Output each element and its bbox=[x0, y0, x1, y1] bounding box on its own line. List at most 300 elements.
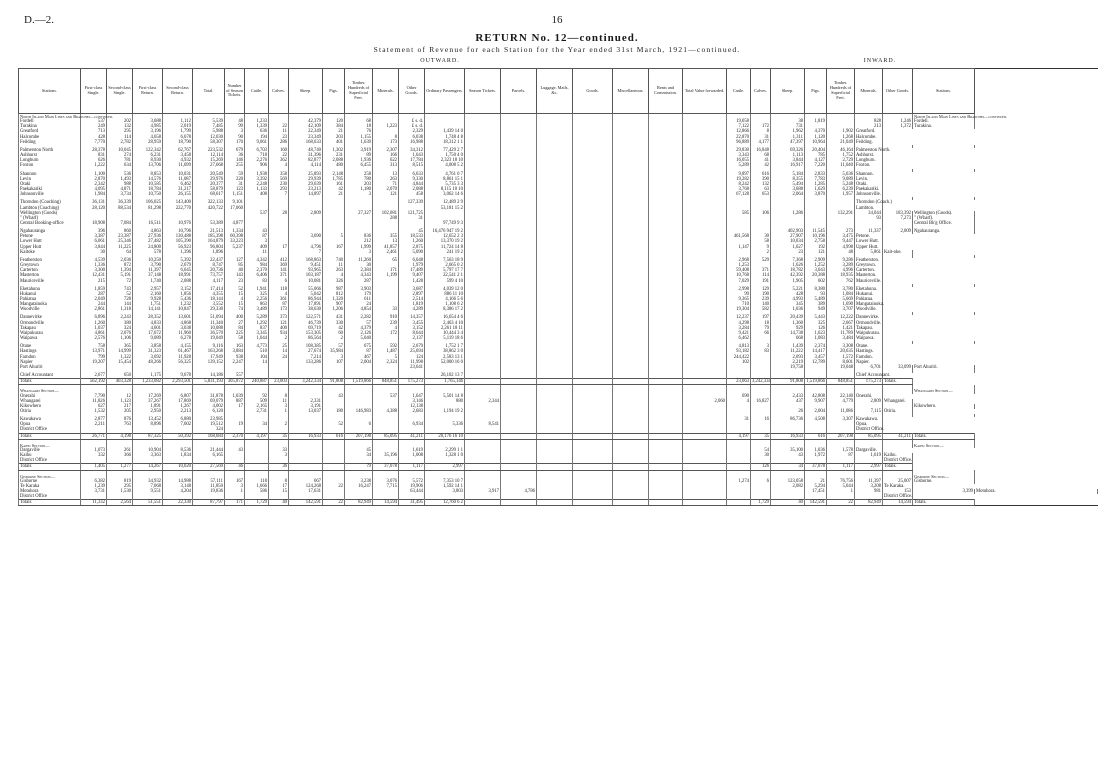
value-cell: 13,037 bbox=[289, 409, 323, 414]
value-cell: 322,133 bbox=[193, 200, 225, 205]
value-cell: 1,765,146 bbox=[425, 379, 465, 385]
value-cell: 8,853 bbox=[133, 172, 163, 177]
value-cell: 47,397 bbox=[771, 140, 805, 145]
value-cell: 6,231 bbox=[133, 153, 163, 158]
value-cell: 2,293,501 bbox=[163, 379, 193, 385]
station-cell: Motuhora bbox=[19, 489, 81, 494]
value-cell: 164,879 bbox=[193, 239, 225, 244]
value-cell: 1,268 bbox=[827, 135, 855, 140]
value-cell: 85 bbox=[225, 263, 245, 268]
station-cell: Waipukurau. bbox=[855, 331, 883, 336]
value-cell: 191 bbox=[751, 279, 771, 284]
value-cell: 5,248 bbox=[827, 182, 855, 187]
value-cell: 37,078 bbox=[373, 464, 399, 470]
value-cell: 56,325 bbox=[163, 360, 193, 365]
value-cell: 3,690 bbox=[289, 234, 323, 239]
value-cell: 27,668 bbox=[193, 163, 225, 168]
value-cell: 1,647 bbox=[399, 394, 425, 399]
value-cell: 213 bbox=[855, 124, 883, 129]
value-cell: 1,199 bbox=[373, 273, 399, 278]
station-cell: Whangarei Section— bbox=[913, 388, 975, 393]
value-cell: 61,467 bbox=[163, 349, 193, 354]
value-cell: 510 bbox=[245, 349, 269, 354]
value-cell: 88,534 bbox=[107, 206, 133, 211]
value-cell: 828 bbox=[855, 119, 883, 124]
value-cell: 85,095 bbox=[373, 433, 399, 439]
value-cell: 2,758 bbox=[805, 239, 827, 244]
value-cell: 127,339 bbox=[399, 200, 425, 205]
column-header: Calves. bbox=[751, 69, 771, 114]
station-cell: Fordell. bbox=[913, 119, 975, 124]
value-cell: 4 bbox=[225, 297, 245, 302]
value-cell: 5 bbox=[373, 355, 399, 360]
station-cell: Longburn bbox=[19, 158, 81, 163]
value-cell: 11,789 bbox=[827, 331, 855, 336]
value-cell: 56,923 bbox=[163, 245, 193, 250]
value-cell: 2,331 bbox=[289, 399, 323, 404]
value-cell: 19,049 bbox=[193, 336, 225, 341]
value-cell: 146,983 bbox=[345, 409, 373, 414]
value-cell: 35,100 bbox=[771, 448, 805, 453]
value-cell: 161 bbox=[323, 182, 345, 187]
value-cell: 5,119 18 6 bbox=[425, 336, 465, 341]
value-cell: 2 bbox=[269, 422, 289, 427]
value-cell: 207,198 bbox=[345, 433, 373, 439]
value-cell: 17,869 bbox=[163, 399, 193, 404]
station-cell: Johnsonville. bbox=[856, 192, 881, 198]
value-cell: 12,237 bbox=[727, 315, 751, 320]
value-cell: 7,563 18 9 bbox=[425, 258, 465, 263]
value-cell: 192 bbox=[805, 245, 827, 250]
value-cell: 3,903 bbox=[345, 287, 373, 292]
value-cell: 384 bbox=[323, 124, 345, 129]
value-cell: 1,194 19 2 bbox=[425, 409, 465, 414]
value-cell: 2,968 bbox=[727, 258, 751, 263]
station-cell bbox=[913, 414, 975, 417]
value-cell: 27,327 bbox=[345, 211, 373, 216]
value-cell: 2,877 bbox=[81, 417, 107, 422]
value-cell: 1,748 4 8 bbox=[425, 135, 465, 140]
station-cell: Dargaville. bbox=[855, 448, 883, 453]
value-cell: 127 bbox=[225, 258, 245, 263]
value-cell: 1,039 bbox=[225, 394, 245, 399]
value-cell: 132,291 bbox=[827, 211, 855, 216]
value-cell: 22,349 bbox=[289, 129, 323, 134]
value-cell: 3,238 bbox=[345, 479, 373, 484]
value-cell: 5,636 bbox=[827, 172, 855, 177]
value-cell: 167 bbox=[323, 245, 345, 250]
value-cell: 19,282 bbox=[727, 177, 751, 182]
value-cell: 4,773 bbox=[245, 344, 269, 349]
value-cell: 2,004 bbox=[805, 409, 827, 414]
value-cell bbox=[883, 255, 913, 258]
value-cell: 355 bbox=[373, 234, 399, 239]
value-cell: 5,289 bbox=[727, 163, 751, 168]
value-cell: 18,782 bbox=[771, 268, 805, 273]
value-cell: 29,639 bbox=[289, 182, 323, 187]
value-cell: 10,081 bbox=[289, 279, 323, 284]
station-cell: Johnsonville bbox=[19, 192, 81, 197]
value-cell: 332 bbox=[81, 453, 107, 458]
value-cell: 23,349 bbox=[289, 135, 323, 140]
value-cell: 1,073 bbox=[81, 448, 107, 453]
value-cell: 2,088 bbox=[163, 279, 193, 284]
value-cell: 836 bbox=[345, 234, 373, 239]
value-cell: 58 bbox=[225, 336, 245, 341]
station-cell: Eketahuna bbox=[19, 287, 81, 292]
value-cell: 23,213 bbox=[289, 187, 323, 192]
value-cell: 949 bbox=[805, 307, 827, 312]
value-cell: 1,785 bbox=[323, 177, 345, 182]
value-cell: 1,252 bbox=[805, 263, 827, 268]
value-cell: 4,117 bbox=[193, 279, 225, 284]
value-cell: 7,273 bbox=[883, 216, 913, 221]
value-cell: 1,428 bbox=[399, 279, 425, 284]
value-cell: 3,692 bbox=[133, 355, 163, 360]
value-cell: 1,286 bbox=[771, 211, 805, 216]
value-cell: 144 bbox=[107, 302, 133, 307]
value-cell: 3,043 bbox=[805, 268, 827, 273]
station-cell: Takapau bbox=[19, 326, 81, 331]
value-cell: 1,740 bbox=[133, 279, 163, 284]
value-cell: 2,064 bbox=[771, 192, 805, 197]
value-cell: 2,009 bbox=[883, 229, 913, 234]
value-cell: 25,694 bbox=[399, 349, 425, 354]
value-cell: 2,219 bbox=[771, 360, 805, 365]
value-cell: 4,508 bbox=[805, 417, 827, 422]
station-cell: Kait-oke. bbox=[883, 250, 913, 255]
value-cell: 24,800 bbox=[133, 245, 163, 250]
value-cell: 261 bbox=[107, 448, 133, 453]
value-cell: 27,569 bbox=[193, 464, 225, 470]
station-cell: Totals. bbox=[913, 433, 975, 439]
value-cell: 9,451 bbox=[289, 263, 323, 268]
value-cell: 93 bbox=[805, 292, 827, 297]
station-cell: Gisborne Section— bbox=[19, 474, 81, 479]
value-cell: 67,128 bbox=[727, 192, 751, 197]
value-cell: 30 bbox=[751, 234, 771, 239]
value-cell: 146 bbox=[225, 158, 245, 163]
value-cell bbox=[613, 500, 649, 506]
value-cell: 345 bbox=[771, 302, 805, 307]
value-cell: 19,048 bbox=[827, 365, 855, 370]
value-cell: 126 bbox=[751, 464, 771, 470]
value-cell: 3,919 bbox=[345, 148, 373, 153]
value-cell: 313 bbox=[373, 163, 399, 168]
station-cell: Whangarei. bbox=[883, 399, 913, 404]
value-cell: 9,089 bbox=[133, 336, 163, 341]
value-cell: 480 bbox=[323, 163, 345, 168]
value-cell: 2,950 bbox=[133, 409, 163, 414]
value-cell: 244,422 bbox=[727, 355, 751, 360]
value-cell: 273 bbox=[827, 229, 855, 234]
value-cell: 36,131 bbox=[81, 200, 107, 205]
value-cell: 207,198 bbox=[827, 433, 855, 439]
station-cell: Te Karaka. bbox=[883, 484, 913, 489]
value-cell: 16,848 bbox=[751, 148, 771, 153]
station-cell: Otaki. bbox=[855, 182, 883, 187]
value-cell: 68,617 bbox=[193, 192, 225, 197]
value-cell: 6,038 bbox=[399, 135, 425, 140]
value-cell: 212 bbox=[345, 239, 373, 244]
value-cell: 2,247 bbox=[225, 360, 245, 365]
value-cell: 106 bbox=[751, 211, 771, 216]
station-cell: Totals bbox=[19, 433, 81, 439]
value-cell: 9,061 bbox=[245, 140, 269, 145]
value-cell: 14,999 bbox=[107, 349, 133, 354]
value-cell: 40 bbox=[771, 500, 805, 506]
value-cell bbox=[883, 388, 913, 393]
station-cell: Port Ahuriri bbox=[19, 365, 81, 370]
value-cell: 19,836 bbox=[193, 489, 225, 494]
value-cell bbox=[573, 500, 613, 506]
value-cell: 11,337 bbox=[855, 229, 883, 234]
value-cell: 48,266 bbox=[133, 360, 163, 365]
value-cell: 91,808 bbox=[323, 379, 345, 385]
station-cell: Lower Hutt bbox=[19, 239, 81, 244]
value-cell: 7,790 bbox=[81, 394, 107, 399]
value-cell: 16,933 bbox=[771, 433, 805, 439]
value-cell: 11 bbox=[269, 129, 289, 134]
value-cell: 4,786 bbox=[501, 489, 537, 494]
value-cell: 3,844 bbox=[81, 245, 107, 250]
value-cell: 2,082 bbox=[771, 484, 805, 489]
station-cell: Shannon bbox=[19, 172, 81, 177]
value-cell: 569 bbox=[269, 177, 289, 182]
value-cell: 11,222 bbox=[771, 349, 805, 354]
value-cell: 1,222 bbox=[81, 163, 107, 168]
value-cell: 1,044 bbox=[245, 336, 269, 341]
value-cell: 1,180 bbox=[345, 187, 373, 192]
value-cell: 2,088 bbox=[323, 158, 345, 163]
value-cell: 175,273 bbox=[399, 379, 425, 385]
value-cell: 1,619 bbox=[855, 453, 883, 458]
value-cell: 26,771 bbox=[81, 433, 107, 439]
value-cell: 8,386 17 2 bbox=[425, 307, 465, 312]
value-cell: 35 bbox=[751, 433, 771, 439]
value-cell: 141 bbox=[269, 268, 289, 273]
station-cell: Whangarei bbox=[19, 399, 81, 404]
value-cell: 11,699 bbox=[163, 163, 193, 168]
value-cell: 1,896 bbox=[193, 250, 225, 255]
value-cell: 25 bbox=[269, 344, 289, 349]
value-cell: 389 bbox=[805, 302, 827, 307]
value-cell: 4,008 5 2 bbox=[425, 163, 465, 168]
value-cell: 819 bbox=[107, 479, 133, 484]
value-cell: 255 bbox=[225, 163, 245, 168]
column-header: Second-class Single. bbox=[107, 69, 133, 114]
value-cell: 3 bbox=[245, 239, 269, 244]
value-cell: 831 bbox=[81, 153, 107, 158]
value-cell: 1,629 bbox=[805, 187, 827, 192]
value-cell: 82,877 bbox=[289, 158, 323, 163]
value-cell: 1 bbox=[827, 489, 855, 494]
value-cell: 258 bbox=[345, 172, 373, 177]
value-cell: £ s. d. bbox=[399, 124, 425, 129]
value-cell: 12,866 bbox=[727, 129, 751, 134]
value-cell: 762 bbox=[827, 279, 855, 284]
value-cell: 25,346 bbox=[107, 239, 133, 244]
value-cell: 4,993 bbox=[771, 297, 805, 302]
value-cell: 167 bbox=[225, 479, 245, 484]
value-cell: 33,099 bbox=[883, 365, 913, 370]
value-cell: 358 bbox=[269, 172, 289, 177]
value-cell: 10,088 bbox=[193, 326, 225, 331]
value-cell: 872 bbox=[107, 263, 133, 268]
value-cell: 22,140 bbox=[827, 394, 855, 399]
station-cell: Onerahi. bbox=[855, 394, 883, 399]
value-cell: 33,223 bbox=[225, 239, 245, 244]
station-cell: District Office bbox=[19, 494, 81, 500]
value-cell: 1,037 bbox=[81, 326, 107, 331]
value-cell: 458 bbox=[399, 192, 425, 197]
value-cell: 27,936 bbox=[133, 234, 163, 239]
value-cell: 7,029 bbox=[727, 279, 751, 284]
value-cell bbox=[683, 500, 727, 506]
station-cell: Feilding. bbox=[855, 140, 883, 145]
value-cell: 29,939 bbox=[289, 177, 323, 182]
value-cell: 121 bbox=[805, 250, 827, 255]
value-cell: 286 bbox=[269, 140, 289, 145]
value-cell: 2,160 bbox=[133, 292, 163, 297]
value-cell: 13,706 bbox=[133, 163, 163, 168]
value-cell: 28,120 bbox=[81, 206, 107, 211]
value-cell: 634 bbox=[107, 163, 133, 168]
value-cell: 14,897 bbox=[289, 192, 323, 197]
value-cell: 197 bbox=[751, 315, 771, 320]
value-cell: 239 bbox=[373, 321, 399, 326]
value-cell: 3,242,334 bbox=[752, 379, 771, 385]
value-cell: 79 bbox=[751, 326, 771, 331]
value-cell: 36,339 bbox=[107, 200, 133, 205]
value-cell: 55,066 bbox=[289, 287, 323, 292]
value-cell: 4,863 bbox=[133, 229, 163, 234]
value-cell: 21 bbox=[805, 479, 827, 484]
value-cell: 2,126 bbox=[345, 331, 373, 336]
value-cell: 52 bbox=[225, 287, 245, 292]
value-cell: 96,889 bbox=[727, 140, 751, 145]
value-cell: 20,176 16 10 bbox=[425, 433, 465, 439]
value-cell: 2,137 bbox=[399, 336, 425, 341]
column-header: Minerals. bbox=[373, 69, 399, 114]
station-cell: Greatford bbox=[19, 129, 81, 134]
value-cell: 887 bbox=[225, 399, 245, 404]
value-cell: 203 bbox=[323, 135, 345, 140]
value-cell bbox=[649, 500, 683, 506]
value-cell: 848,851 bbox=[827, 379, 855, 385]
value-cell: 1,972 bbox=[805, 453, 827, 458]
value-cell: 41,857 bbox=[373, 245, 399, 250]
column-header: First-class Single. bbox=[81, 69, 107, 114]
value-cell: 988 bbox=[107, 182, 133, 187]
value-cell: 34 bbox=[245, 422, 269, 427]
value-cell: 2,677 bbox=[81, 373, 107, 379]
station-cell: Waipukurau bbox=[19, 331, 81, 336]
value-cell: 190 bbox=[751, 292, 771, 297]
inward-label: INWARD. bbox=[863, 58, 897, 64]
column-header: Other Goods. bbox=[883, 69, 913, 114]
value-cell: 121 bbox=[269, 321, 289, 326]
station-cell: Gisborne bbox=[19, 479, 81, 484]
value-cell: 139,152 bbox=[193, 360, 225, 365]
station-cell: Napier bbox=[19, 360, 81, 365]
value-cell: 6 bbox=[345, 422, 373, 427]
value-cell: 140 bbox=[751, 302, 771, 307]
value-cell: 11,724 14 8 bbox=[425, 245, 465, 250]
value-cell: 1,979 bbox=[399, 263, 425, 268]
station-cell: Central Bk'g Office. bbox=[913, 221, 975, 226]
value-cell: 170 bbox=[225, 140, 245, 145]
station-cell: District Office. bbox=[884, 458, 913, 464]
value-cell: 215 bbox=[81, 279, 107, 284]
value-cell: 21 bbox=[323, 129, 345, 134]
value-cell: 1,123 bbox=[107, 399, 133, 404]
column-header: Sheep. bbox=[289, 69, 323, 114]
value-cell: 4,204 bbox=[163, 489, 193, 494]
value-cell bbox=[883, 443, 913, 448]
value-cell: 93,965 bbox=[289, 268, 323, 273]
station-cell: Thorndon (Coaching) bbox=[19, 200, 81, 205]
value-cell: 8 bbox=[269, 479, 289, 484]
station-cell: Upper Hutt bbox=[19, 245, 81, 250]
column-header: Season Tickets. bbox=[465, 69, 501, 114]
station-cell: Kaihu Section— bbox=[913, 443, 975, 448]
value-cell: 2,870 bbox=[81, 177, 107, 182]
value-cell: 26,102 13 7 bbox=[425, 373, 465, 379]
value-cell: 15,454 bbox=[107, 360, 133, 365]
value-cell: 1,905 bbox=[771, 279, 805, 284]
value-cell: 9,551 bbox=[133, 489, 163, 494]
value-cell: 5,501 14 8 bbox=[425, 394, 465, 399]
value-cell bbox=[883, 312, 913, 315]
value-cell: 5,572 bbox=[399, 479, 425, 484]
value-cell: 1,277 bbox=[107, 464, 133, 470]
value-cell: 31,878 bbox=[193, 394, 225, 399]
value-cell: 1,083 bbox=[805, 336, 827, 341]
value-cell: 781 bbox=[107, 158, 133, 163]
value-cell: 35,196 bbox=[373, 453, 399, 458]
value-cell: 3,870 bbox=[805, 192, 827, 197]
value-cell bbox=[465, 500, 501, 506]
value-cell: 2,070 bbox=[373, 187, 399, 192]
value-cell: 11,040 bbox=[827, 163, 855, 168]
value-cell: 87,325 bbox=[133, 433, 163, 439]
value-cell: 99 bbox=[225, 124, 245, 129]
value-cell: 77,429 2 7 bbox=[425, 148, 465, 153]
value-cell: 45 bbox=[345, 448, 373, 453]
value-cell: 2,809 bbox=[855, 399, 883, 404]
station-cell: Totals bbox=[19, 464, 81, 470]
revenue-table bbox=[18, 68, 1098, 506]
value-cell: 102 bbox=[727, 360, 751, 365]
value-cell: 3,688 bbox=[133, 119, 163, 124]
value-cell: 4,813 bbox=[727, 344, 751, 349]
value-cell: 4,298 bbox=[727, 321, 751, 326]
value-cell: 24 bbox=[345, 302, 373, 307]
value-cell: 3,399 bbox=[913, 489, 975, 494]
value-cell: 15 bbox=[225, 302, 245, 307]
value-cell: 675 bbox=[345, 344, 373, 349]
value-cell: 107 bbox=[323, 360, 345, 365]
value-cell: 1,439 bbox=[771, 344, 805, 349]
value-cell: 12,431 bbox=[81, 273, 107, 278]
value-cell: 324 bbox=[107, 326, 133, 331]
column-header: Timber. Hundreds of Superficial Feet. bbox=[345, 69, 373, 114]
value-cell bbox=[883, 341, 913, 344]
value-cell: 17,060 bbox=[225, 206, 245, 211]
value-cell: 8,242 bbox=[727, 182, 751, 187]
value-cell: 718 bbox=[245, 153, 269, 158]
